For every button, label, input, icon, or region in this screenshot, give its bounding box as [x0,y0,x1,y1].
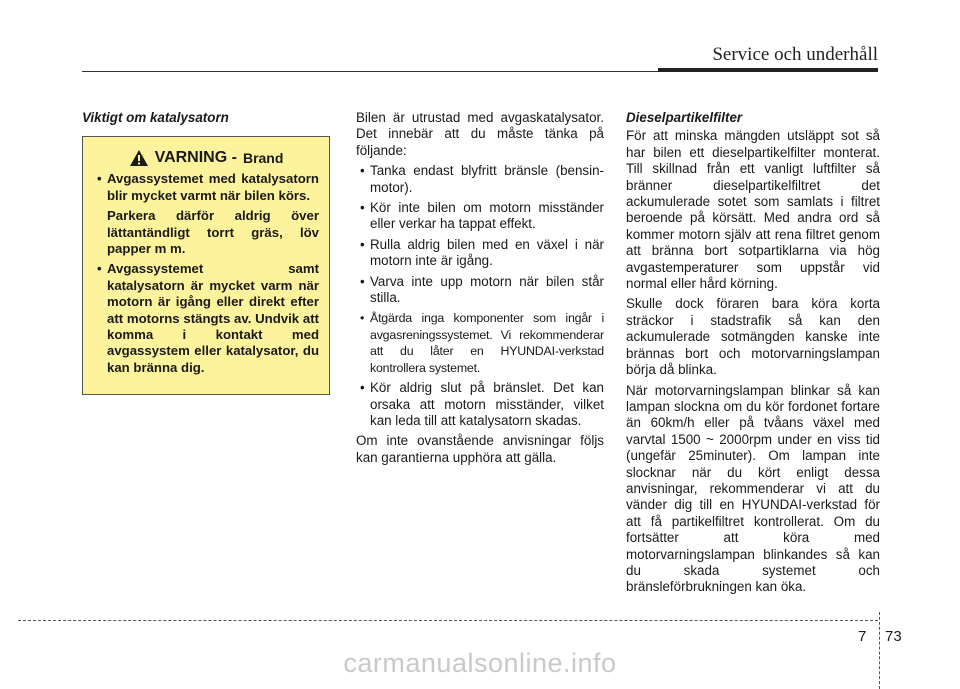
page-number: 73 [885,628,902,645]
dpf-paragraph: Skulle dock föraren bara köra korta sträckor i stadstrafik så kan den ackumulerade sotmängden kanske inte brännas bort och motorvarningslampan börja då blinka. [626,296,880,378]
warning-item: • Avgassystemet samt katalysatorn är mycket varm när motorn är igång eller direkt efter att motorns stängts av. Undvik att komma i kontakt med avgassystem eller katalysator, du kan bränna dig. [93,261,319,376]
column-right [626,110,880,600]
page-header-title: Service och underhåll [712,44,878,65]
list-item: • Tanka endast blyfritt bränsle (bensin-motor). [356,163,604,196]
warning-subject: Brand [242,150,284,167]
list-item: • Rulla aldrig bilen med en växel i när motorn inte är igång. [356,237,604,270]
catalyst-outro: Om inte ovanstående anvisningar följs kan garantierna upphöra att gälla. [356,433,604,465]
chapter-number: 7 [858,628,867,645]
header-rule-accent [658,68,878,72]
catalyst-intro: Bilen är utrustad med avgaskatalysator. Det innebär att du måste tänka på följande: [356,110,604,158]
column-left [82,110,330,395]
catalyst-bullet-list [356,163,604,429]
list-item: • Kör aldrig slut på bränslet. Det kan orsaka att motorn misständer, vilket kan leda till att katalysatorn skadas. [356,380,604,429]
warning-list-2 [93,261,319,376]
warning-item-continuation: Parkera därför aldrig över lättantändligt torrt gräs, löv papper m m. [107,208,319,257]
list-item: • Varva inte upp motorn när bilen står stilla. [356,274,604,307]
warning-item: • Avgassystemet med katalysatorn blir mycket varmt när bilen körs. [93,171,319,204]
footer-rule [18,620,878,621]
warning-heading [93,149,319,167]
section-title-dpf: Dieselpartikelfilter [626,110,743,125]
section-title-catalyst: Viktigt om katalysatorn [82,110,229,125]
warning-list [93,171,319,204]
dpf-paragraph: När motorvarningslampan blinkar så kan lampan slockna om du kör fordonet fortare än 60km/h eller på tvåans växel med varvtal 1500 ~ 2000rpm under en viss tid (ungefär 25minuter). Om lampan inte slocknar när du kört enligt dessa anvisningar, rekommenderar vi att du vänder dig till en HYUNDAI-verkstad för att få partikelfiltret kontrollerat. Om du fortsätter att köra med motorvarningslampan blinkandes så kan du skada systemet och bränsleförbrukningen kan öka. [626,382,880,595]
warning-box [82,136,330,395]
warning-label: VARNING - [154,149,237,167]
watermark: carmanualsonline.info [343,648,617,678]
list-item: • Kör inte bilen om motorn misständer eller verkar ha tappat effekt. [356,200,604,233]
warning-triangle-icon [129,149,149,167]
column-middle [356,110,604,470]
dpf-paragraph: För att minska mängden utsläppt sot så har bilen ett dieselpartikelfilter monterat. Till skillnad från ett vanligt luftfilter så bränner dieselpartikelfiltret det ackumulerade sotet som samlats i filtret beroende på körsätt. Med andra ord så kommer motorn själv att rena filtret genom att bränna bort sotpartiklarna via hög avgastemperaturer som uppstår vid normal eller hård körning. [626,128,880,292]
list-item: • Åtgärda inga komponenter som ingår i avgasreningssystemet. Vi rekommenderar att du låter en HYUNDAI-verkstad kontrollera systemet. [356,310,604,376]
